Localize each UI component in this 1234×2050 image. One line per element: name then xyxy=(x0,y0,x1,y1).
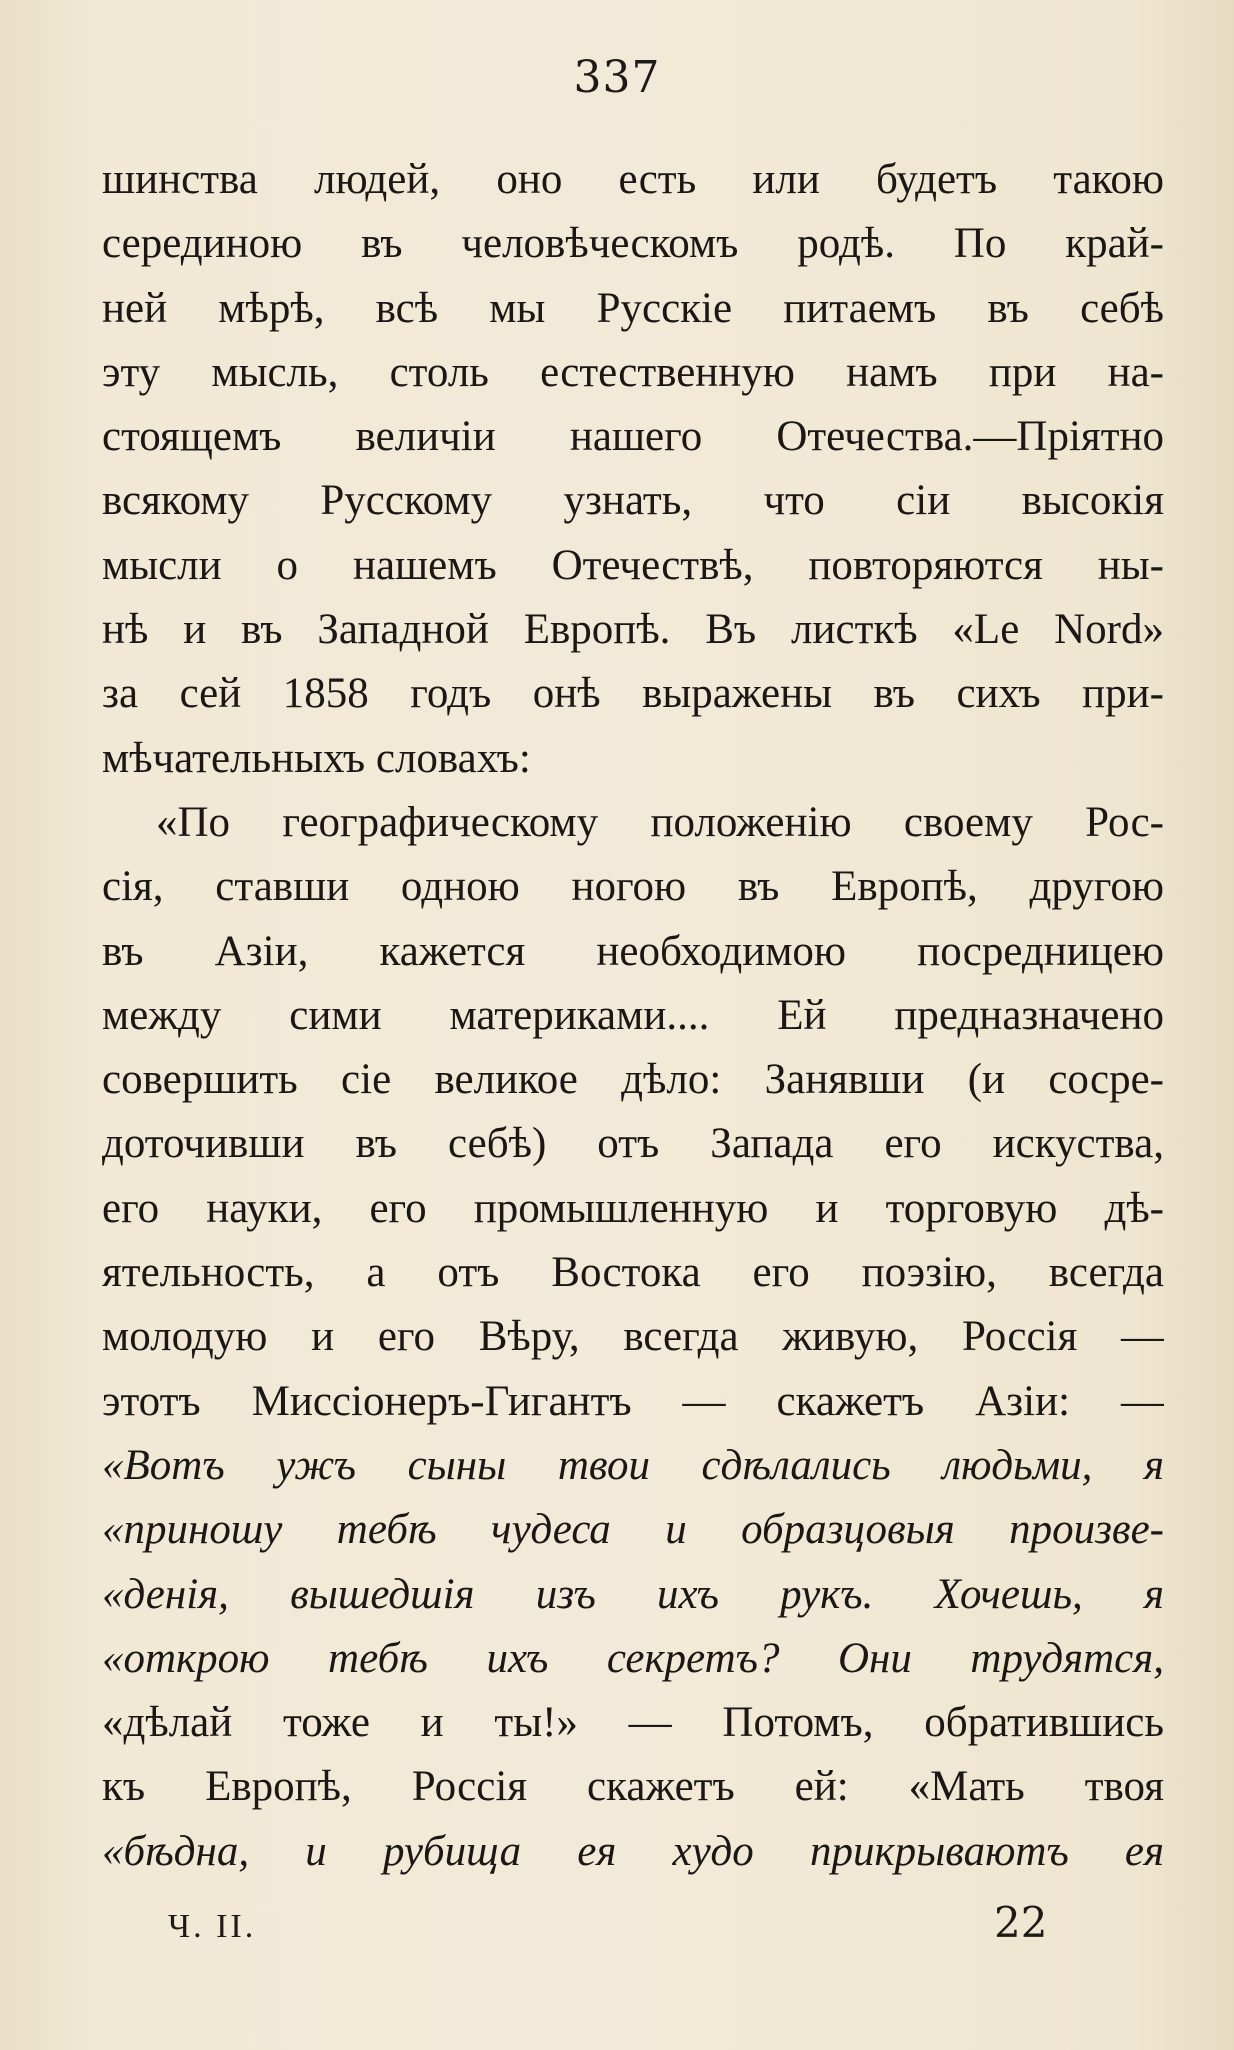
text-line: ятельность, а отъ Востока его поэзію, всегда xyxy=(102,1249,1164,1297)
text-line: «денія, вышедшія изъ ихъ рукъ. Хочешь, я xyxy=(102,1570,1164,1618)
text-line: за сей 1858 годъ онѣ выражены въ сихъ при- xyxy=(102,670,1164,718)
text-line: въ Азіи, кажется необходимою посредницею xyxy=(102,927,1164,975)
text-line: его науки, его промышленную и торговую дѣ- xyxy=(102,1184,1164,1232)
text-line: всякому Русскому узнать, что сіи высокія xyxy=(102,477,1164,525)
text-line: «По географическому положенію своему Рос- xyxy=(156,798,1164,846)
text-line: между сими материками.... Ей предназначено xyxy=(102,991,1164,1039)
text-line: «дѣлай тоже и ты!» — Потомъ, обратившись xyxy=(102,1699,1164,1747)
text-line: совершить сіе великое дѣло: Занявши (и сосре- xyxy=(102,1056,1164,1104)
text-line: молодую и его Вѣру, всегда живую, Россія — xyxy=(102,1313,1164,1361)
text-line: къ Европѣ, Россія скажетъ ей: «Мать твоя xyxy=(102,1763,1164,1811)
signature-mark: Ч. II. xyxy=(168,1908,257,1945)
signature-number: 22 xyxy=(994,1898,1048,1947)
text-line: этотъ Миссіонеръ-Гигантъ — скажетъ Азіи: — xyxy=(102,1377,1164,1425)
text-line: эту мысль, столь естественную намъ при на- xyxy=(102,348,1164,396)
text-line: «бѣдна, и рубища ея худо прикрываютъ ея xyxy=(102,1827,1164,1875)
text-line: «Вотъ ужъ сыны твои сдѣлались людьми, я xyxy=(102,1441,1164,1489)
text-line: «приношу тебѣ чудеса и образцовыя произве- xyxy=(102,1506,1164,1554)
text-line: шинства людей, оно есть или будетъ такою xyxy=(102,156,1164,203)
text-line: ней мѣрѣ, всѣ мы Русскіе питаемъ въ себѣ xyxy=(102,284,1164,332)
text-line: серединою въ человѣческомъ родѣ. По край- xyxy=(102,220,1164,268)
text-line: стоящемъ величіи нашего Отечества.—Пріятно xyxy=(102,413,1164,461)
text-line: нѣ и въ Западной Европѣ. Въ листкѣ «Le Nord» xyxy=(102,606,1164,654)
body-text xyxy=(102,148,1164,1884)
text-line: доточивши въ себѣ) отъ Запада его искуства, xyxy=(102,1120,1164,1168)
text-line: мѣчательныхъ словахъ: xyxy=(102,734,531,782)
text-line: мысли о нашемъ Отечествѣ, повторяются ны- xyxy=(102,541,1164,589)
page-number: 337 xyxy=(573,52,661,103)
text-line: сія, ставши одною ногою въ Европѣ, другою xyxy=(102,863,1164,911)
text-line: «открою тебѣ ихъ секретъ? Они трудятся, xyxy=(102,1634,1164,1682)
